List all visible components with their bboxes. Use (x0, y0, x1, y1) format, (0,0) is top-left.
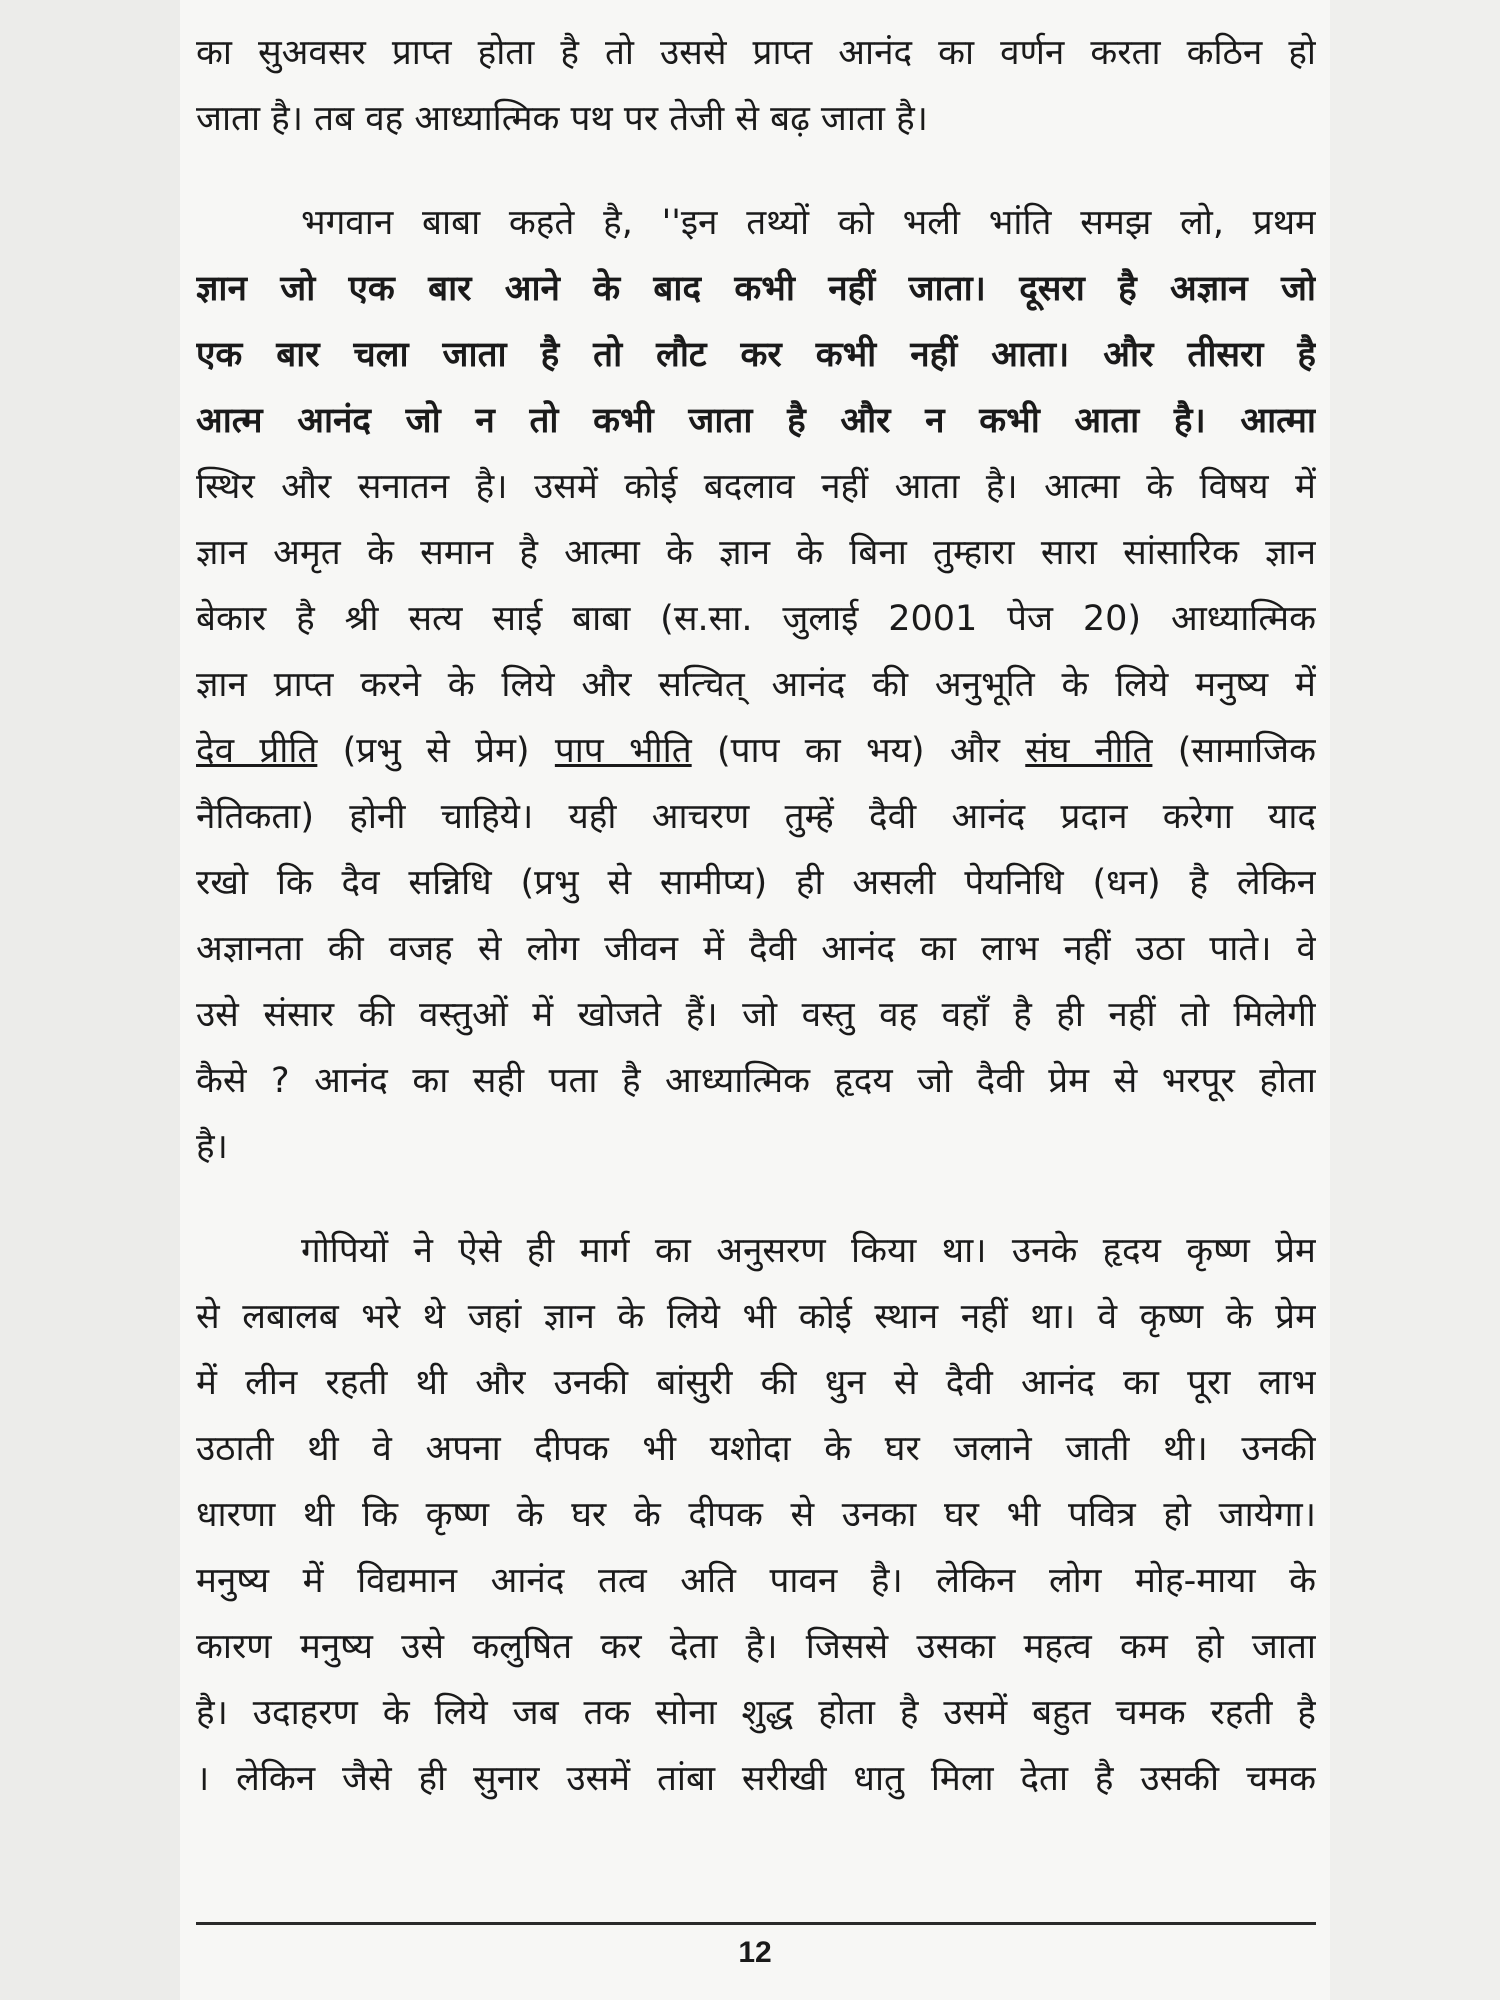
text-line: कारण मनुष्य उसे कलुषित कर देता है। जिससे उसका महत्व कम हो जाता (196, 1627, 1316, 1667)
book-page (180, 0, 1330, 2000)
text-line: धारणा थी कि कृष्ण के घर के दीपक से उनका घर भी पवित्र हो जायेगा। (196, 1495, 1316, 1535)
text-segment: (प्रभु से प्रेम) (317, 731, 555, 771)
text-line: का सुअवसर प्राप्त होता है तो उससे प्राप्त आनंद का वर्णन करता कठिन हो (196, 33, 1316, 73)
text-line: ज्ञान अमृत के समान है आत्मा के ज्ञान के बिना तुम्हारा सारा सांसारिक ज्ञान (196, 533, 1316, 573)
page-number: 12 (738, 1936, 772, 1969)
text-line: गोपियों ने ऐसे ही मार्ग का अनुसरण किया था। उनके हृदय कृष्ण प्रेम (301, 1231, 1316, 1271)
text-line: बेकार है श्री सत्य साई बाबा (स.सा. जुलाई 2001 पेज 20) आध्यात्मिक (196, 599, 1316, 639)
text-line: उसे संसार की वस्तुओं में खोजते हैं। जो वस्तु वह वहाँ है ही नहीं तो मिलेगी (196, 995, 1316, 1035)
scan-margin-right (1330, 0, 1500, 2000)
text-segment: (पाप का भय) और (691, 731, 1026, 771)
text-line: एक बार चला जाता है तो लौट कर कभी नहीं आता। और तीसरा है (196, 335, 1316, 375)
text-line-with-underlines (196, 718, 1316, 784)
text-line: रखो कि दैव सन्निधि (प्रभु से सामीप्य) ही असली पेयनिधि (धन) है लेकिन (196, 863, 1316, 903)
text-line: स्थिर और सनातन है। उसमें कोई बदलाव नहीं आता है। आत्मा के विषय में (196, 467, 1316, 507)
paragraph-3 (196, 1218, 1316, 1812)
scan-margin-left (0, 0, 180, 2000)
text-segment: (सामाजिक (1152, 731, 1316, 771)
text-line: में लीन रहती थी और उनकी बांसुरी की धुन से दैवी आनंद का पूरा लाभ (196, 1363, 1316, 1403)
text-line: है। उदाहरण के लिये जब तक सोना शुद्ध होता है उसमें बहुत चमक रहती है (196, 1693, 1316, 1733)
text-line: अज्ञानता की वजह से लोग जीवन में दैवी आनंद का लाभ नहीं उठा पाते। वे (196, 929, 1316, 969)
text-line: से लबालब भरे थे जहां ज्ञान के लिये भी कोई स्थान नहीं था। वे कृष्ण के प्रेम (196, 1297, 1316, 1337)
text-line: भगवान बाबा कहते है, ''इन तथ्यों को भली भांति समझ लो, प्रथम (301, 203, 1316, 243)
paragraph-1 (196, 20, 1316, 152)
text-line: उठाती थी वे अपना दीपक भी यशोदा के घर जलाने जाती थी। उनकी (196, 1429, 1316, 1469)
paragraph-2 (196, 190, 1316, 1180)
underlined-term: पाप भीति (554, 731, 692, 771)
underlined-term: देव प्रीति (196, 731, 318, 771)
text-line: आत्म आनंद जो न तो कभी जाता है और न कभी आता है। आत्मा (196, 401, 1316, 441)
text-line: जाता है। तब वह आध्यात्मिक पथ पर तेजी से बढ़ जाता है। (196, 99, 928, 139)
page-body (196, 20, 1316, 1850)
footer-rule (196, 1922, 1316, 1925)
text-line: ज्ञान जो एक बार आने के बाद कभी नहीं जाता। दूसरा है अज्ञान जो (196, 269, 1316, 309)
text-line: मनुष्य में विद्यमान आनंद तत्व अति पावन है। लेकिन लोग मोह-माया के (196, 1561, 1316, 1601)
text-line: कैसे ? आनंद का सही पता है आध्यात्मिक हृदय जो दैवी प्रेम से भरपूर होता (196, 1061, 1316, 1101)
text-line: है। (196, 1127, 228, 1167)
text-line: ज्ञान प्राप्त करने के लिये और सत्चित् आनंद की अनुभूति के लिये मनुष्य में (196, 665, 1316, 705)
text-line: नैतिकता) होनी चाहिये। यही आचरण तुम्हें दैवी आनंद प्रदान करेगा याद (196, 797, 1316, 837)
text-line: । लेकिन जैसे ही सुनार उसमें तांबा सरीखी धातु मिला देता है उसकी चमक (196, 1759, 1316, 1799)
underlined-term: संघ नीति (1025, 731, 1153, 771)
